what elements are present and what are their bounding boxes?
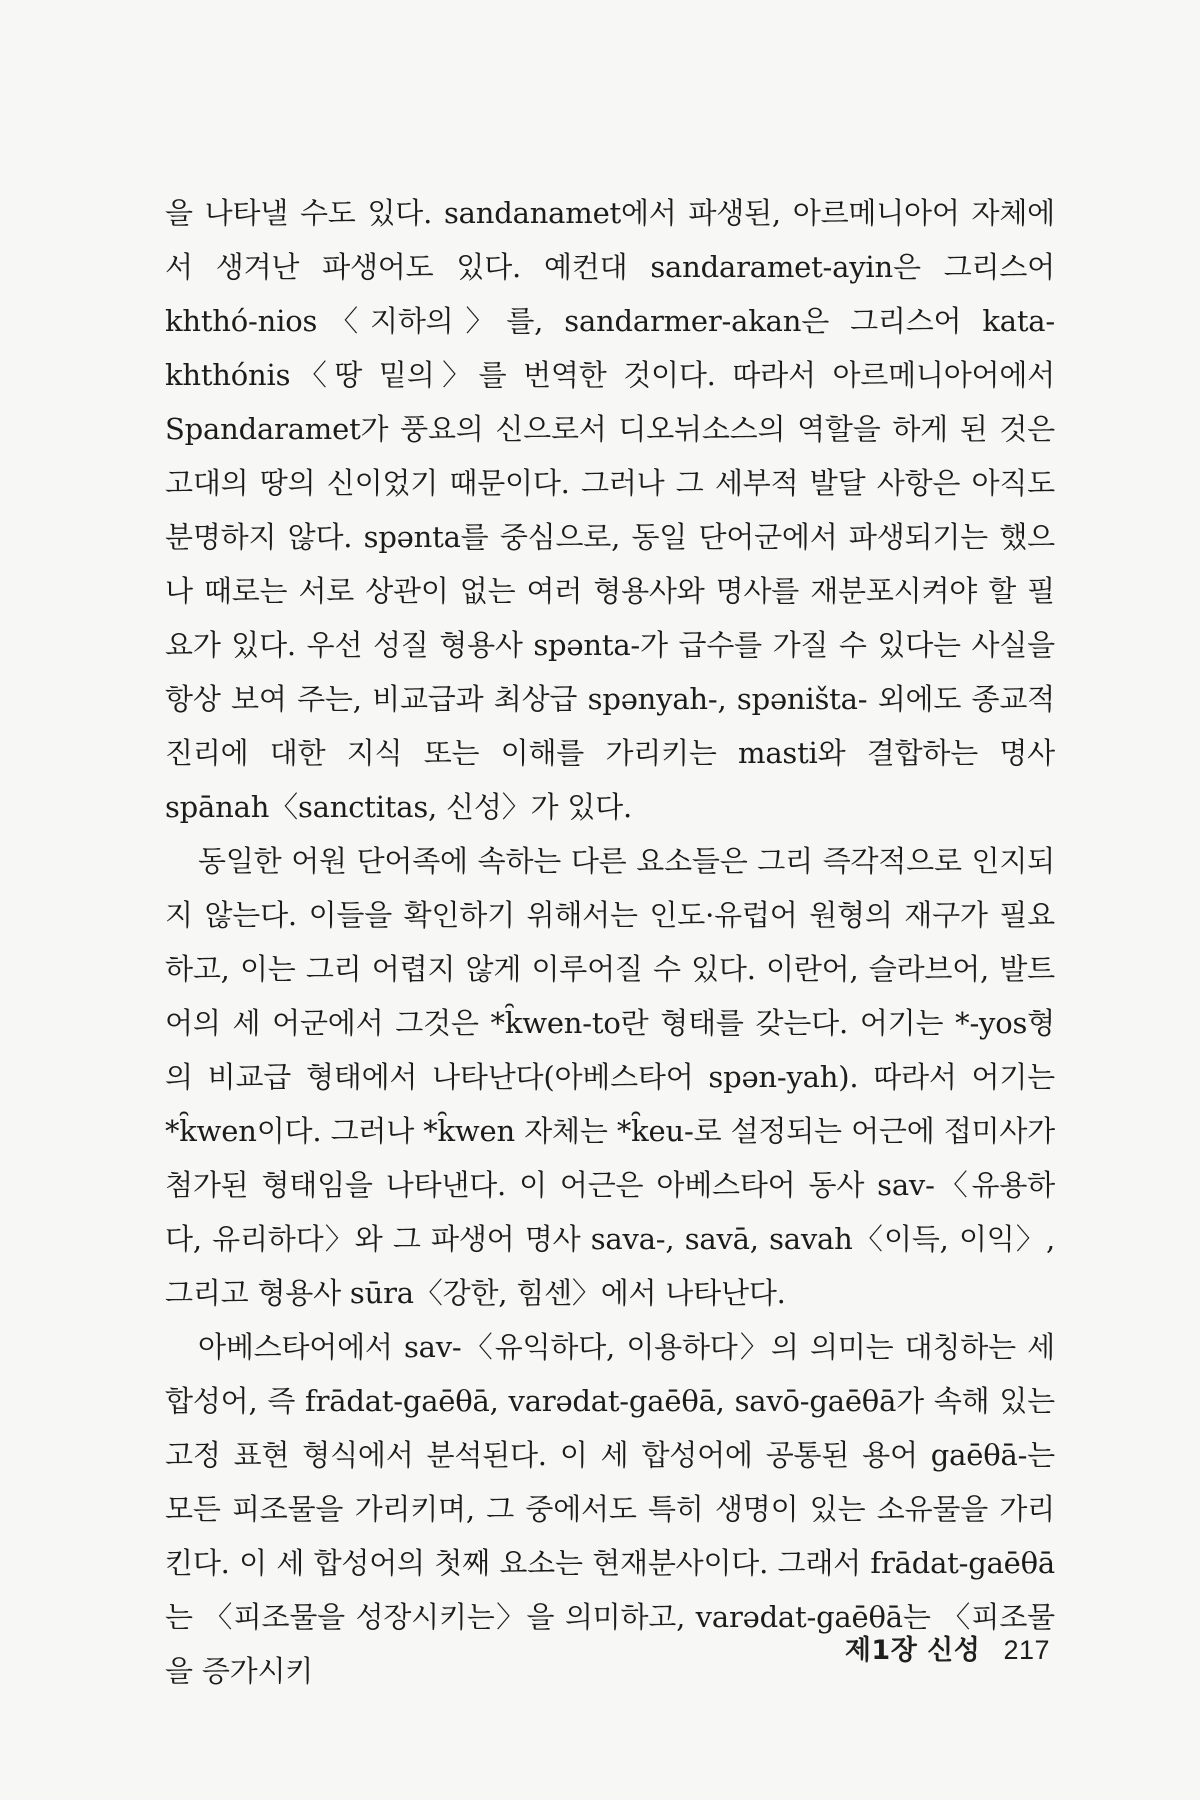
page-footer — [845, 1628, 1050, 1667]
page-number: 217 — [1003, 1635, 1050, 1665]
paragraph-3: 아베스타어에서 sav-〈유익하다, 이용하다〉의 의미는 대칭하는 세 합성어, 즉 frādat-gaēθā, varədat-gaēθā, savō-gaēθā가 속해 있는 고정 표현 형식에서 분석된다. 이 세 합성어에 공통된 용어 gaēθā-는 모든 피조물을 가리키며, 그 중에서도 특히 생명이 있는 소유물을 가리킨다. 이 세 합성어의 첫째 요소는 현재분사이다. 그래서 frādat-gaēθā는 〈피조물을 성장시키는〉을 의미하고, varədat-gaēθā는 〈피조물을 증가시키 — [165, 1330, 1055, 1688]
body-text — [165, 186, 1055, 1698]
paragraph-1: 을 나타낼 수도 있다. sandanamet에서 파생된, 아르메니아어 자체에서 생겨난 파생어도 있다. 예컨대 sandaramet-ayin은 그리스어 khthó-nios〈지하의〉를, sandarmer-akan은 그리스어 kata-khthónis〈땅 밑의〉를 번역한 것이다. 따라서 아르메니아어에서 Spandaramet가 풍요의 신으로서 디오뉘소스의 역할을 하게 된 것은 고대의 땅의 신이었기 때문이다. 그러나 그 세부적 발달 사항은 아직도 분명하지 않다. spənta를 중심으로, 동일 단어군에서 파생되기는 했으나 때로는 서로 상관이 없는 여러 형용사와 명사를 재분포시켜야 할 필요가 있다. 우선 성질 형용사 spənta-가 급수를 가질 수 있다는 사실을 항상 보여 주는, 비교급과 최상급 spənyah-, spəništa- 외에도 종교적 진리에 대한 지식 또는 이해를 가리키는 masti와 결합하는 명사 spānah〈sanctitas, 신성〉가 있다. — [165, 196, 1055, 824]
paragraph-2: 동일한 어원 단어족에 속하는 다른 요소들은 그리 즉각적으로 인지되지 않는다. 이들을 확인하기 위해서는 인도·유럽어 원형의 재구가 필요하고, 이는 그리 어렵지 않게 이루어질 수 있다. 이란어, 슬라브어, 발트어의 세 어군에서 그것은 *k̑wen-to란 형태를 갖는다. 어기는 *-yos형의 비교급 형태에서 나타난다(아베스타어 spən-yah). 따라서 어기는 *k̑wen이다. 그러나 *k̑wen 자체는 *k̑eu-로 설정되는 어근에 접미사가 첨가된 형태임을 나타낸다. 이 어근은 아베스타어 동사 sav-〈유용하다, 유리하다〉와 그 파생어 명사 sava-, savā, savah〈이득, 이익〉, 그리고 형용사 sūra〈강한, 힘센〉에서 나타난다. — [165, 844, 1055, 1310]
chapter-title: 제1장 신성 — [844, 1635, 981, 1666]
